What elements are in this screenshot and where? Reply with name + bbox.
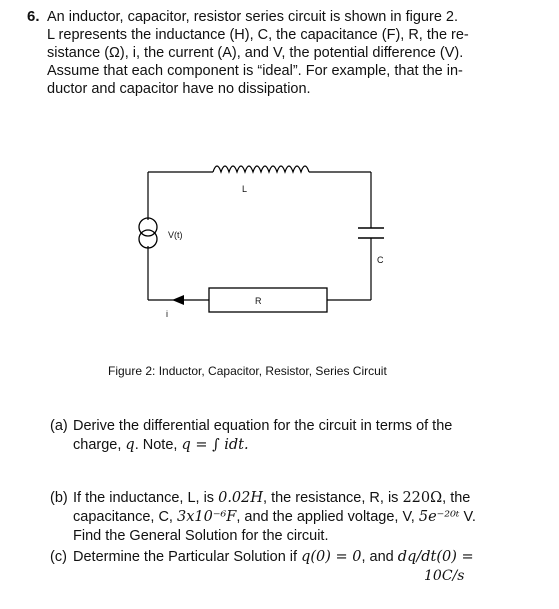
source-circle-bottom bbox=[139, 230, 157, 248]
source-label: V(t) bbox=[168, 230, 183, 240]
part-b-text: V. bbox=[459, 509, 476, 525]
intro-line: Assume that each component is “ideal”. For example, that the in- bbox=[47, 63, 463, 79]
voltage-value: 5e⁻²⁰ᵗ bbox=[418, 509, 460, 525]
part-a-line2 bbox=[73, 436, 496, 455]
charge-equation: q = ∫ idt. bbox=[181, 437, 249, 453]
initial-charge: q(0) = 0 bbox=[301, 549, 362, 565]
part-b-tag: (b) bbox=[50, 490, 68, 506]
intro-line: ductor and capacitor have no dissipation. bbox=[47, 81, 311, 97]
part-c-line1 bbox=[73, 548, 496, 567]
question-intro bbox=[47, 8, 517, 98]
part-c-text: Determine the Particular Solution if bbox=[73, 549, 302, 565]
capacitance-value: 3x10⁻⁶F bbox=[176, 509, 237, 525]
part-b-text: capacitance, C, bbox=[73, 509, 177, 525]
part-b-text: If the inductance, L, is bbox=[73, 490, 219, 506]
inductance-value: 0.02H bbox=[218, 490, 264, 506]
intro-line: An inductor, capacitor, resistor series circuit is shown in figure 2. bbox=[47, 9, 459, 25]
figure-caption: Figure 2: Inductor, Capacitor, Resistor, Series Circuit bbox=[108, 364, 387, 378]
current-label: i bbox=[166, 309, 168, 319]
resistance-value: 220Ω bbox=[402, 490, 443, 506]
part-a-tag: (a) bbox=[50, 418, 68, 434]
part-b-line2 bbox=[73, 508, 496, 527]
part-b-text: , the resistance, R, is bbox=[263, 490, 403, 506]
part-c-text: , and bbox=[361, 549, 398, 565]
resistor-box bbox=[209, 288, 327, 312]
inductor-label: L bbox=[242, 184, 248, 194]
question-number: 6. bbox=[27, 8, 40, 25]
initial-current: dq/dt(0) = bbox=[397, 549, 474, 565]
part-b-text: , the bbox=[442, 490, 471, 506]
part-a bbox=[50, 417, 496, 455]
capacitor-label: C bbox=[377, 255, 384, 265]
part-b bbox=[50, 489, 496, 546]
resistor-label: R bbox=[255, 296, 262, 306]
part-a-note: . Note, bbox=[134, 437, 182, 453]
charge-symbol: q bbox=[125, 437, 135, 453]
part-c bbox=[50, 548, 496, 567]
part-a-text: charge, bbox=[73, 437, 126, 453]
current-arrow bbox=[172, 295, 184, 305]
part-b-line1 bbox=[73, 489, 496, 508]
part-a-line1: Derive the differential equation for the circuit in terms of the bbox=[73, 418, 453, 434]
initial-current-value: 10C/s bbox=[424, 568, 465, 584]
intro-line: sistance (Ω), i, the current (A), and V, the potential difference (V). bbox=[47, 45, 464, 61]
inductor-coil bbox=[213, 166, 309, 172]
part-b-text: , and the applied voltage, V, bbox=[236, 509, 419, 525]
part-b-line3: Find the General Solution for the circuit. bbox=[73, 528, 329, 544]
part-c-tag: (c) bbox=[50, 549, 67, 565]
intro-line: L represents the inductance (H), C, the capacitance (F), R, the re- bbox=[47, 27, 469, 43]
